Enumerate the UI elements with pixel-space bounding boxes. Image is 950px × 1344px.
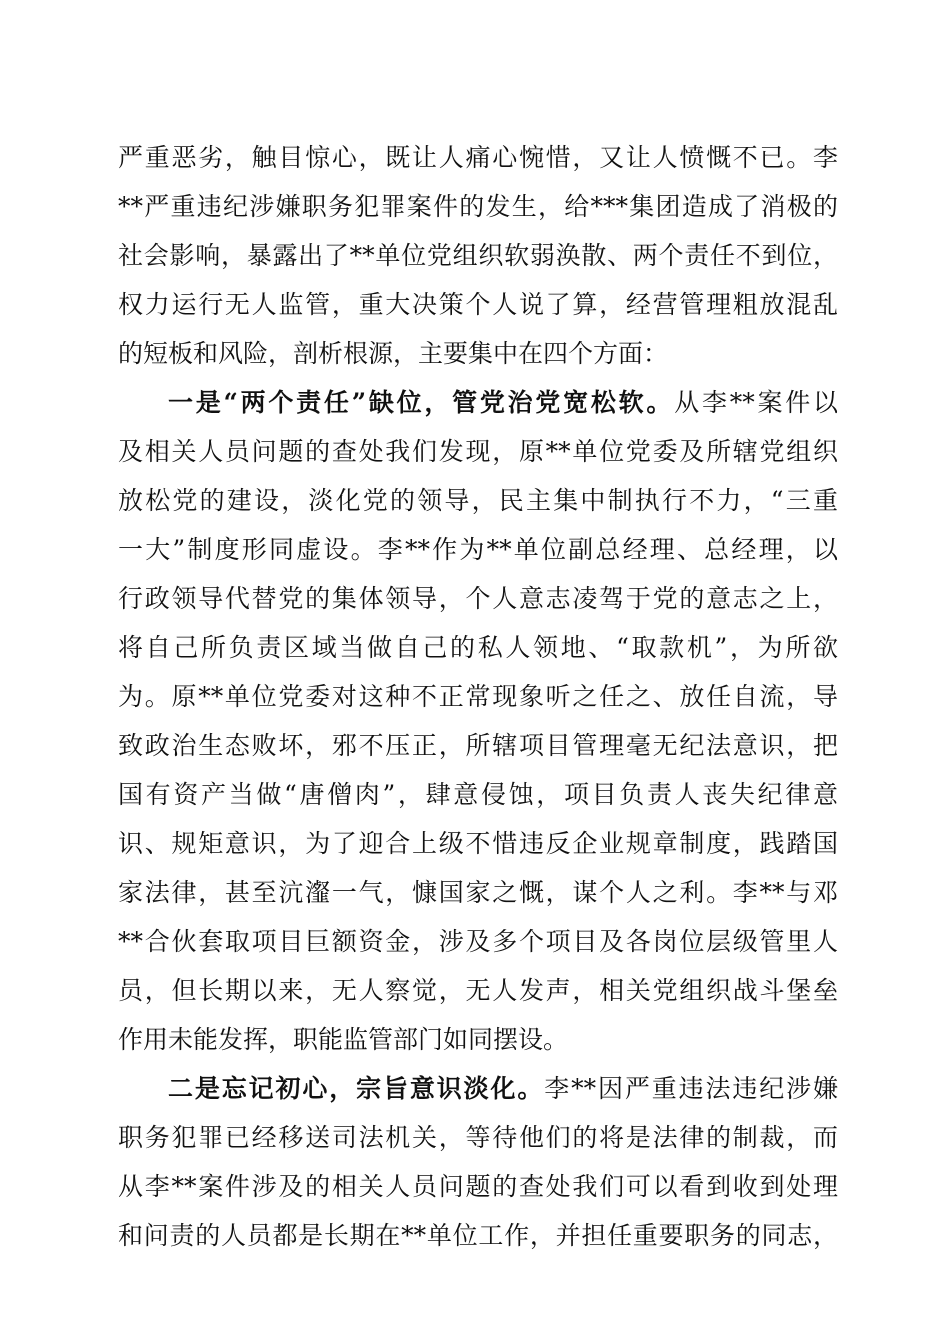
- text-line: 国有资产当做“唐僧肉”，肆意侵蚀，项目负责人丧失纪律意: [118, 780, 838, 809]
- text-line: 及相关人员问题的查处我们发现，原**单位党委及所辖党组织: [118, 437, 838, 466]
- text-line: **合伙套取项目巨额资金，涉及多个项目及各岗位层级管里人: [118, 927, 838, 956]
- paragraph-lead: 一是“两个责任”缺位，管党治党宽松软。: [168, 388, 675, 417]
- text-line: 员，但长期以来，无人察觉，无人发声，相关党组织战斗堡垒: [118, 976, 838, 1005]
- paragraph-lead: 二是忘记初心，宗旨意识淡化。: [168, 1074, 545, 1103]
- paragraph-first-rest: 李**因严重违法违纪涉嫌: [544, 1074, 838, 1103]
- text-line: 识、规矩意识，为了迎合上级不惜违反企业规章制度，践踏国: [118, 829, 838, 858]
- paragraph-first-line: [168, 1067, 838, 1111]
- text-line: 从李**案件涉及的相关人员问题的查处我们可以看到收到处理: [118, 1172, 838, 1201]
- paragraph-first-rest: 从李**案件以: [674, 388, 838, 417]
- text-line: 权力运行无人监管，重大决策个人说了算，经营管理粗放混乱: [118, 290, 838, 319]
- text-line: 行政领导代替党的集体领导，个人意志凌驾于党的意志之上，: [118, 584, 838, 613]
- text-line: 职务犯罪已经移送司法机关，等待他们的将是法律的制裁，而: [118, 1123, 838, 1152]
- text-line: 将自己所负责区域当做自己的私人领地、“取款机”，为所欲: [118, 633, 838, 662]
- text-line: 致政治生态败坏，邪不压正，所辖项目管理毫无纪法意识，把: [118, 731, 838, 760]
- text-line: 的短板和风险，剖析根源，主要集中在四个方面：: [118, 339, 669, 368]
- text-line: 作用未能发挥，职能监管部门如同摆设。: [118, 1025, 569, 1054]
- text-line: 为。原**单位党委对这种不正常现象听之任之、放任自流，导: [118, 682, 838, 711]
- text-line: 严重恶劣，触目惊心，既让人痛心惋惜，又让人愤慨不已。李: [118, 143, 838, 172]
- paragraph-first-line: [168, 381, 838, 425]
- text-line: 社会影响，暴露出了**单位党组织软弱涣散、两个责任不到位，: [118, 241, 838, 270]
- text-line: 家法律，甚至沆瀣一气，慷国家之慨，谋个人之利。李**与邓: [118, 878, 838, 907]
- text-line: **严重违纪涉嫌职务犯罪案件的发生，给***集团造成了消极的: [118, 192, 838, 221]
- text-line: 一大”制度形同虚设。李**作为**单位副总经理、总经理，以: [118, 535, 838, 564]
- text-line: 和问责的人员都是长期在**单位工作，并担任重要职务的同志，: [118, 1221, 838, 1250]
- text-line: 放松党的建设，淡化党的领导，民主集中制执行不力，“三重: [118, 486, 838, 515]
